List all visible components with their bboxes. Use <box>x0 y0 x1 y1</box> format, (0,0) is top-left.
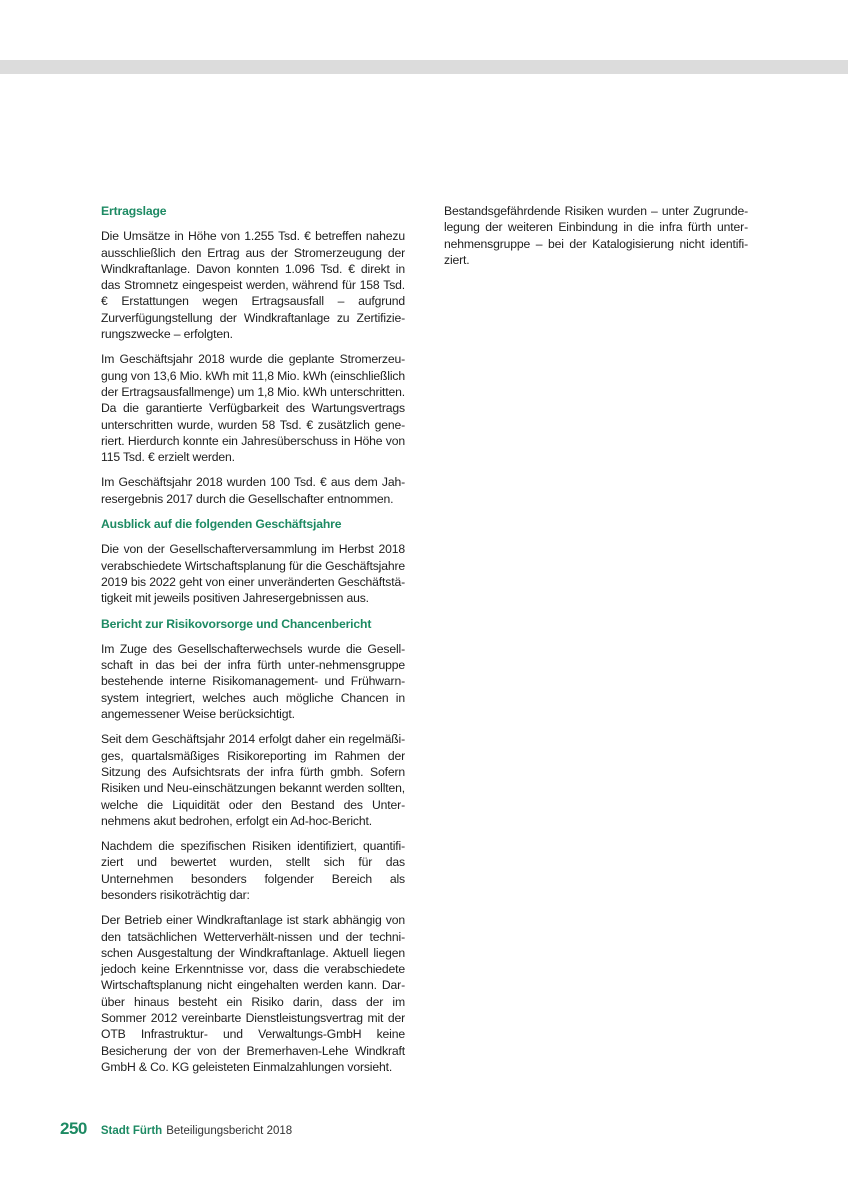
heading-risikovorsorge: Bericht zur Risikovorsorge und Chancenbericht <box>101 616 372 631</box>
paragraph-risikomanagement: Im Zuge des Gesellschafterwechsels wurde die Gesell-schaft in das bei der infra fürth unter-nehmensgruppe bestehende interne Risikomanagement- und Frühwarn-system integriert, welches auch mögliche Chancen in angemessener Weise berücksichtigt. <box>101 641 405 722</box>
paragraph-risikoreporting: Seit dem Geschäftsjahr 2014 erfolgt daher ein regelmäßi-ges, quartalsmäßiges Risikoreporting im Rahmen der Sitzung des Aufsichtsrats der infra fürth gmbh. Sofern Risiken und Neu-einschätzungen bekannt werden sollten, welche die Liquidität oder den Bestand des Unter-nehmens akut bedrohen, erfolgt ein Ad-hoc-Bericht. <box>101 732 405 828</box>
footer-title: Beteiligungsbericht 2018 <box>166 1125 293 1137</box>
footer-brand: Stadt Fürth <box>100 1125 163 1137</box>
heading-ertragslage: Ertragslage <box>101 204 167 218</box>
header-band <box>0 60 848 74</box>
right-column <box>444 203 748 277</box>
paragraph-risiken-identifiziert: Nachdem die spezifischen Risiken identifiziert, quantifi-ziert und bewertet wurden, stellt sich für das Unternehmen besonders folgender Bereich als besonders risikoträchtig dar: <box>101 839 405 902</box>
paragraph-wirtschaftsplanung: Die von der Gesellschafterversammlung im Herbst 2018 verabschiedete Wirtschaftsplanung für die Geschäftsjahre 2019 bis 2022 geht von einer unveränderten Geschäftstä-tigkeit mit jeweils positiven Jahresergebnissen aus. <box>101 542 405 606</box>
page-footer <box>60 1119 292 1139</box>
paragraph-entnahme: Im Geschäftsjahr 2018 wurden 100 Tsd. € aus dem Jah-resergebnis 2017 durch die Gesellschafter entnommen. <box>101 475 405 506</box>
paragraph-umsaetze: Die Umsätze in Höhe von 1.255 Tsd. € betreffen nahezu ausschließlich den Ertrag aus der Stromerzeugung der Windkraftanlage. Davon konnten 1.096 Tsd. € direkt in das Stromnetz eingespeist werden, während für 158 Tsd. € Erstattungen wegen Ertragsausfall – aufgrund Zurverfügungstellung der Windkraftanlage zu Zertifizie-rungszwecke – erfolgten. <box>101 229 405 342</box>
heading-ausblick: Ausblick auf die folgenden Geschäftsjahre <box>101 517 342 532</box>
paragraph-windkraftanlage-risiko: Der Betrieb einer Windkraftanlage ist stark abhängig von den tatsächlichen Wetterverhält-nissen und der techni-schen Ausgestaltung der Windkraftanlage. Aktuell liegen jedoch keine Erkenntnisse vor, dass die verabschiedete Wirtschaftsplanung nicht eingehalten werden kann. Dar-über hinaus besteht ein Risiko darin, dass der im Sommer 2012 vereinbarte Dienstleistungsvertrag mit der OTB Infrastruktur- und Verwaltungs-GmbH keine Besicherung der von der Bremerhaven-Lehe Windkraft GmbH & Co. KG geleisteten Einmalzahlungen vorsieht. <box>101 913 405 1074</box>
left-column <box>101 203 405 1084</box>
page-number: 250 <box>60 1119 87 1138</box>
paragraph-bestandsgefaehrdende-risiken: Bestandsgefährdende Risiken wurden – unter Zugrunde-legung der weiteren Einbindung in die infra fürth unter-nehmensgruppe – bei der Katalogisierung nicht identifi-ziert. <box>444 204 748 267</box>
paragraph-stromerzeugung: Im Geschäftsjahr 2018 wurde die geplante Stromerzeu-gung von 13,6 Mio. kWh mit 11,8 Mio. kWh (einschließlich der Ertragsausfallmenge) um 1,8 Mio. kWh unterschritten. Da die garantierte Verfügbarkeit des Wartungsvertrags unterschritten wurde, wurden 58 Tsd. € zusätzlich gene-riert. Hierdurch konnte ein Jahresüberschuss in Höhe von 115 Tsd. € erzielt werden. <box>101 352 405 465</box>
